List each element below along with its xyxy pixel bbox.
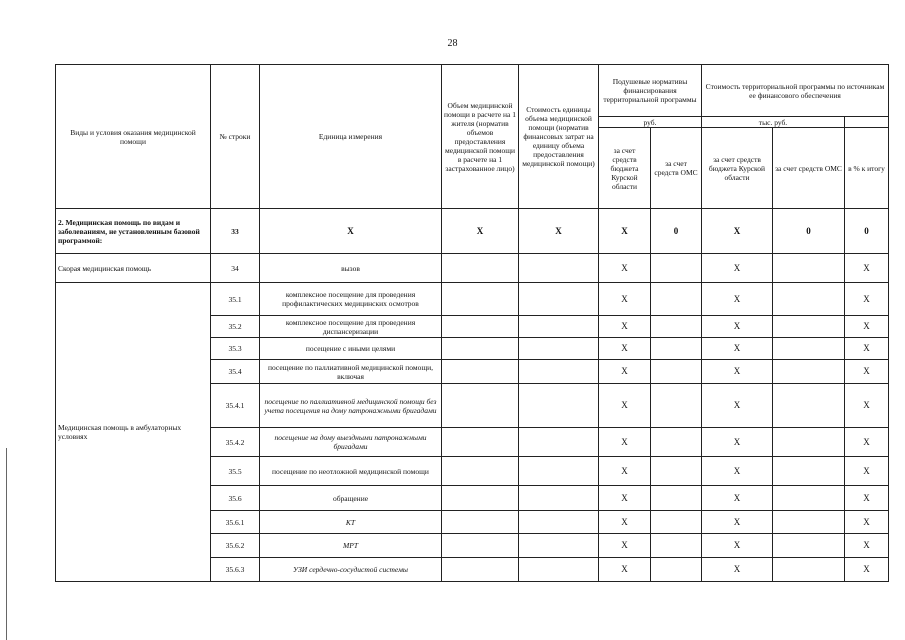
header-unit: Единица измерения: [260, 65, 442, 209]
header-per-capita: Подушевые нормативы финансирования территориальной программы: [599, 65, 702, 117]
row-number: 35.6.2: [211, 534, 260, 558]
row-unit: МРТ: [260, 534, 442, 558]
row-number: 35.6: [211, 486, 260, 511]
row-type: Скорая медицинская помощь: [56, 254, 211, 283]
header-cost: Стоимость единицы объема медицинской помощи (норматив финансовых затрат на единицу объема предоставления медицинской помощи): [519, 65, 599, 209]
row-number: 35.6.3: [211, 558, 260, 582]
header-unit-rub: руб.: [599, 117, 702, 128]
row-number: 35.4.1: [211, 384, 260, 428]
row-unit: посещение по паллиативной медицинской помощи без учета посещения на дому патронажными бригадами: [260, 384, 442, 428]
table-row: 35.5 посещение по неотложной медицинской помощи X X X: [56, 457, 889, 486]
row-unit: комплексное посещение для проведения профилактических медицинских осмотров: [260, 283, 442, 316]
header-percent: в % к итогу: [845, 128, 889, 209]
row-number: 35.4.2: [211, 428, 260, 457]
row-unit: КТ: [260, 511, 442, 534]
table-row: Скорая медицинская помощь 34 вызов X X X: [56, 254, 889, 283]
header-program-cost: Стоимость территориальной программы по источникам ее финансового обеспечения: [702, 65, 889, 117]
header-row-number: № строки: [211, 65, 260, 209]
row-number: 35.4: [211, 360, 260, 384]
header-budget-2: за счет средств бюджета Курской области: [702, 128, 773, 209]
row-unit: УЗИ сердечно-сосудистой системы: [260, 558, 442, 582]
table-row: 35.6 обращение X X X: [56, 486, 889, 511]
header-unit-thous-rub: тыс. руб.: [702, 117, 845, 128]
table-row: Медицинская помощь в амбулаторных условиях 35.1 комплексное посещение для проведения профилактических медицинских осмотров X X X: [56, 283, 889, 316]
row-unit: посещение по неотложной медицинской помощи: [260, 457, 442, 486]
table-row: 35.4.2 посещение на дому выездными патронажными бригадами X X X: [56, 428, 889, 457]
table-row: 2. Медицинская помощь по видам и заболеваниям, не установленным базовой программой: 33 X X X X 0 X 0 0: [56, 209, 889, 254]
row-unit: обращение: [260, 486, 442, 511]
row-number: 35.6.1: [211, 511, 260, 534]
table-row: 35.6.1 КТ X X X: [56, 511, 889, 534]
ambulatory-label: Медицинская помощь в амбулаторных условиях: [56, 283, 211, 582]
table-row: 35.4 посещение по паллиативной медицинской помощи, включая X X X: [56, 360, 889, 384]
row-unit: посещение на дому выездными патронажными бригадами: [260, 428, 442, 457]
row-unit: посещение с иными целями: [260, 338, 442, 360]
page-number: 28: [447, 38, 458, 49]
header-type: Виды и условия оказания медицинской помощи: [56, 65, 211, 209]
row-type: 2. Медицинская помощь по видам и заболеваниям, не установленным базовой программой:: [56, 209, 211, 254]
row-number: 34: [211, 254, 260, 283]
header-oms-1: за счет средств ОМС: [651, 128, 702, 209]
row-unit: комплексное посещение для проведения диспансеризации: [260, 316, 442, 338]
row-number: 35.5: [211, 457, 260, 486]
table-row: 35.6.3 УЗИ сердечно-сосудистой системы X X X: [56, 558, 889, 582]
row-unit: X: [260, 209, 442, 254]
header-volume: Объем медицинской помощи в расчете на 1 жителя (норматив объемов предоставления медицинской помощи в расчете на 1 застрахованное лицо): [442, 65, 519, 209]
row-number: 35.2: [211, 316, 260, 338]
header-budget-1: за счет средств бюджета Курской области: [599, 128, 651, 209]
row-unit: вызов: [260, 254, 442, 283]
row-number: 35.1: [211, 283, 260, 316]
row-unit: посещение по паллиативной медицинской помощи, включая: [260, 360, 442, 384]
finance-table: [55, 64, 889, 582]
row-number: 33: [211, 209, 260, 254]
table-row: 35.3 посещение с иными целями X X X: [56, 338, 889, 360]
table-row: 35.6.2 МРТ X X X: [56, 534, 889, 558]
table-row: 35.2 комплексное посещение для проведения диспансеризации X X X: [56, 316, 889, 338]
table-row: 35.4.1 посещение по паллиативной медицинской помощи без учета посещения на дому патронажными бригадами X X X: [56, 384, 889, 428]
row-number: 35.3: [211, 338, 260, 360]
header-oms-2: за счет средств ОМС: [773, 128, 845, 209]
margin-line: [6, 448, 7, 640]
